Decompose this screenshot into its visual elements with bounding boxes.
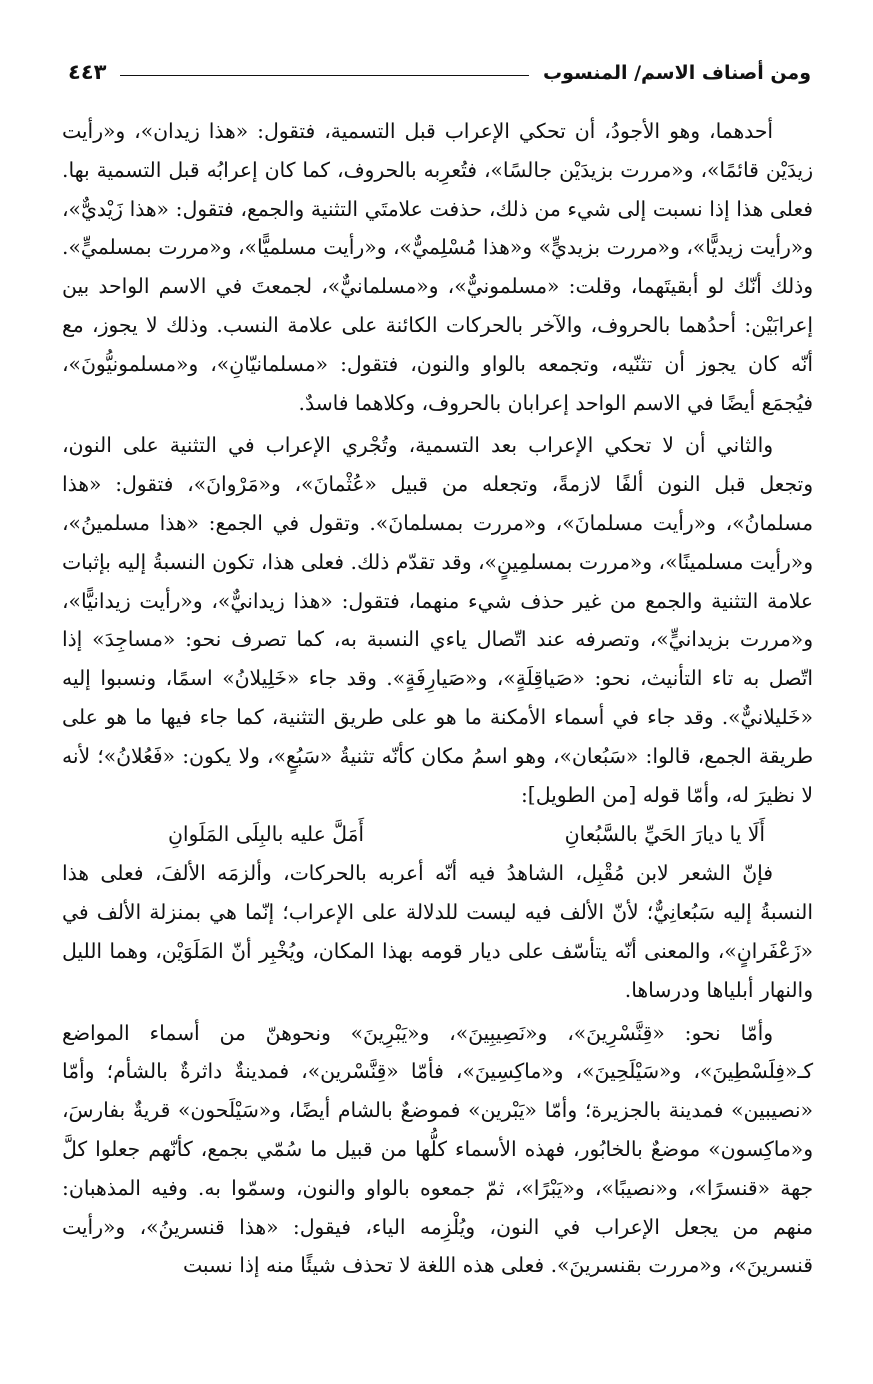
- running-title: ومن أصناف الاسم/ المنسوب: [542, 62, 811, 84]
- poetry-verse: [62, 814, 813, 854]
- body-text: [62, 112, 813, 1285]
- paragraph-place-names: وأمّا نحو: «قِنَّسْرِينَ»، و«نَصِيبِينَ»، و«يَبْرِينَ» ونحوهنّ من أسماء المواضع كـ«فِلَسْطِينَ»، و«سَيْلَحِينَ»، و«ماكِسِينَ»، فأمّا «قِنَّسْرين»، فمدينةٌ داثرةٌ بالشأم؛ وأمّا «نصيبين» فمدينة بالجزيرة؛ وأمّا «يَبْرين» فموضعٌ بالشام أيضًا، و«سَيْلَحون» قريةٌ بفارسَ، و«ماكِسون» موضعٌ بالخابُور، فهذه الأسماء كلُّها من قبيل ما سُمّي بجمع، كأنّهم جعلوا كلَّ جهة «قنسرًا»، و«نصيبًا»، و«يَبْرًا»، ثمّ جمعوه بالواو والنون، وسمّوا به. وفيه المذهبان: منهم من يجعل الإعراب في النون، ويُلْزِمه الياء، فيقول: «هذا قنسرينُ»، و«رأيت قنسرينَ»، و«مررت بقنسرينَ». فعلى هذه اللغة لا تحذف شيئًا منه إذا نسبت: [62, 1020, 813, 1278]
- page-number: ٤٤٣: [68, 60, 107, 84]
- paragraph-first-method: أحدهما، وهو الأجودُ، أن تحكي الإعراب قبل التسمية، فتقول: «هذا زيدان»، و«رأيت زيدَيْن قائمًا»، و«مررت بزيدَيْن جالسًا»، فتُعرِبه بالحروف، كما كان إعرابُه قبل التسمية بها. فعلى هذا إذا نسبت إلى شيء من ذلك، حذفت علامتَي التثنية والجمع، فتقول: «هذا زَيْديٌّ»، و«رأيت زيديًّا»، و«مررت بزيديٍّ» و«هذا مُسْلِميٌّ»، و«رأيت مسلميًّا»، و«مررت بمسلميٍّ». وذلك أنّك لو أبقيتَهما، وقلت: «مسلمونيٌّ»، و«مسلمانيٌّ»، لجمعتَ في الاسم الواحد بين إعرابَيْن: أحدُهما بالحروف، والآخر بالحركات الكائنة على علامة النسب. وذلك لا يجوز، مع أنّه كان يجوز أن تثنّيه، وتجمعه بالواو والنون، فتقول: «مسلمانيّانِ»، و«مسلمونيُّونَ»، فيُجمَع أيضًا في الاسم الواحد إعرابان بالحروف، وكلاهما فاسدٌ.: [62, 119, 813, 415]
- paragraph-verse-commentary: فإنّ الشعر لابن مُقْبِل، الشاهدُ فيه أنّه أعربه بالحركات، وألزمَه الألفَ، فعلى هذا النسبةُ إليه سَبُعانِيٌّ؛ لأنّ الألف فيه ليست للدلالة على الإعراب؛ إنّما هي بمنزلة الألف في «زَعْفَرانٍ»، والمعنى أنّه يتأسّف على ديار قومه بهذا المكان، ويُخْبِر أنّ المَلَوَيْن، وهما الليل والنهار أبلياها ودرساها.: [62, 861, 813, 1002]
- paragraph-second-method: والثاني أن لا تحكي الإعراب بعد التسمية، وتُجْري الإعراب في التثنية على النون، وتجعل قبل النون ألفًا لازمةً، وتجعله من قبيل «عُثْمانَ»، و«مَرْوانَ»، فتقول: «هذا مسلمانُ»، و«رأيت مسلمانَ»، و«مررت بمسلمانَ». وتقول في الجمع: «هذا مسلمينُ»، و«رأيت مسلمينًا»، و«مررت بمسلمِينٍ»، وقد تقدّم ذلك. فعلى هذا، تكون النسبةُ إليه بإثبات علامة التثنية والجمع من غير حذف شيء منهما، فتقول: «هذا زيدانيٌّ»، و«رأيت زيدانيًّا»، و«مررت بزيدانيٍّ»، وتصرفه عند اتّصال ياءي النسبة به، كما تصرف نحو: «مساجِدَ» إذا اتّصل به تاء التأنيث، نحو: «صَياقِلَةٍ»، و«صَيارِفَةٍ». وقد جاء «خَلِيلانُ» اسمًا، ونسبوا إليه «خَليلانيٌّ». وقد جاء في أسماء الأمكنة ما هو على طريق التثنية، كما جاء فيها ما هو على طريقة الجمع، قالوا: «سَبُعان»، وهو اسمُ مكان كأنّه تثنيةُ «سَبُعٍ»، ولا يكون: «فَعُلانُ»؛ لأنه لا نظيرَ له، وأمّا قوله [من الطويل]:: [62, 433, 813, 807]
- verse-second-hemistich: أَمَلَّ عليه بالبِلَى المَلَوانِ: [168, 822, 365, 847]
- verse-first-hemistich: أَلَا يا ديارَ الحَيِّ بالسَّبُعانِ: [564, 822, 765, 847]
- header-rule: [120, 75, 529, 76]
- page-header: [68, 52, 811, 86]
